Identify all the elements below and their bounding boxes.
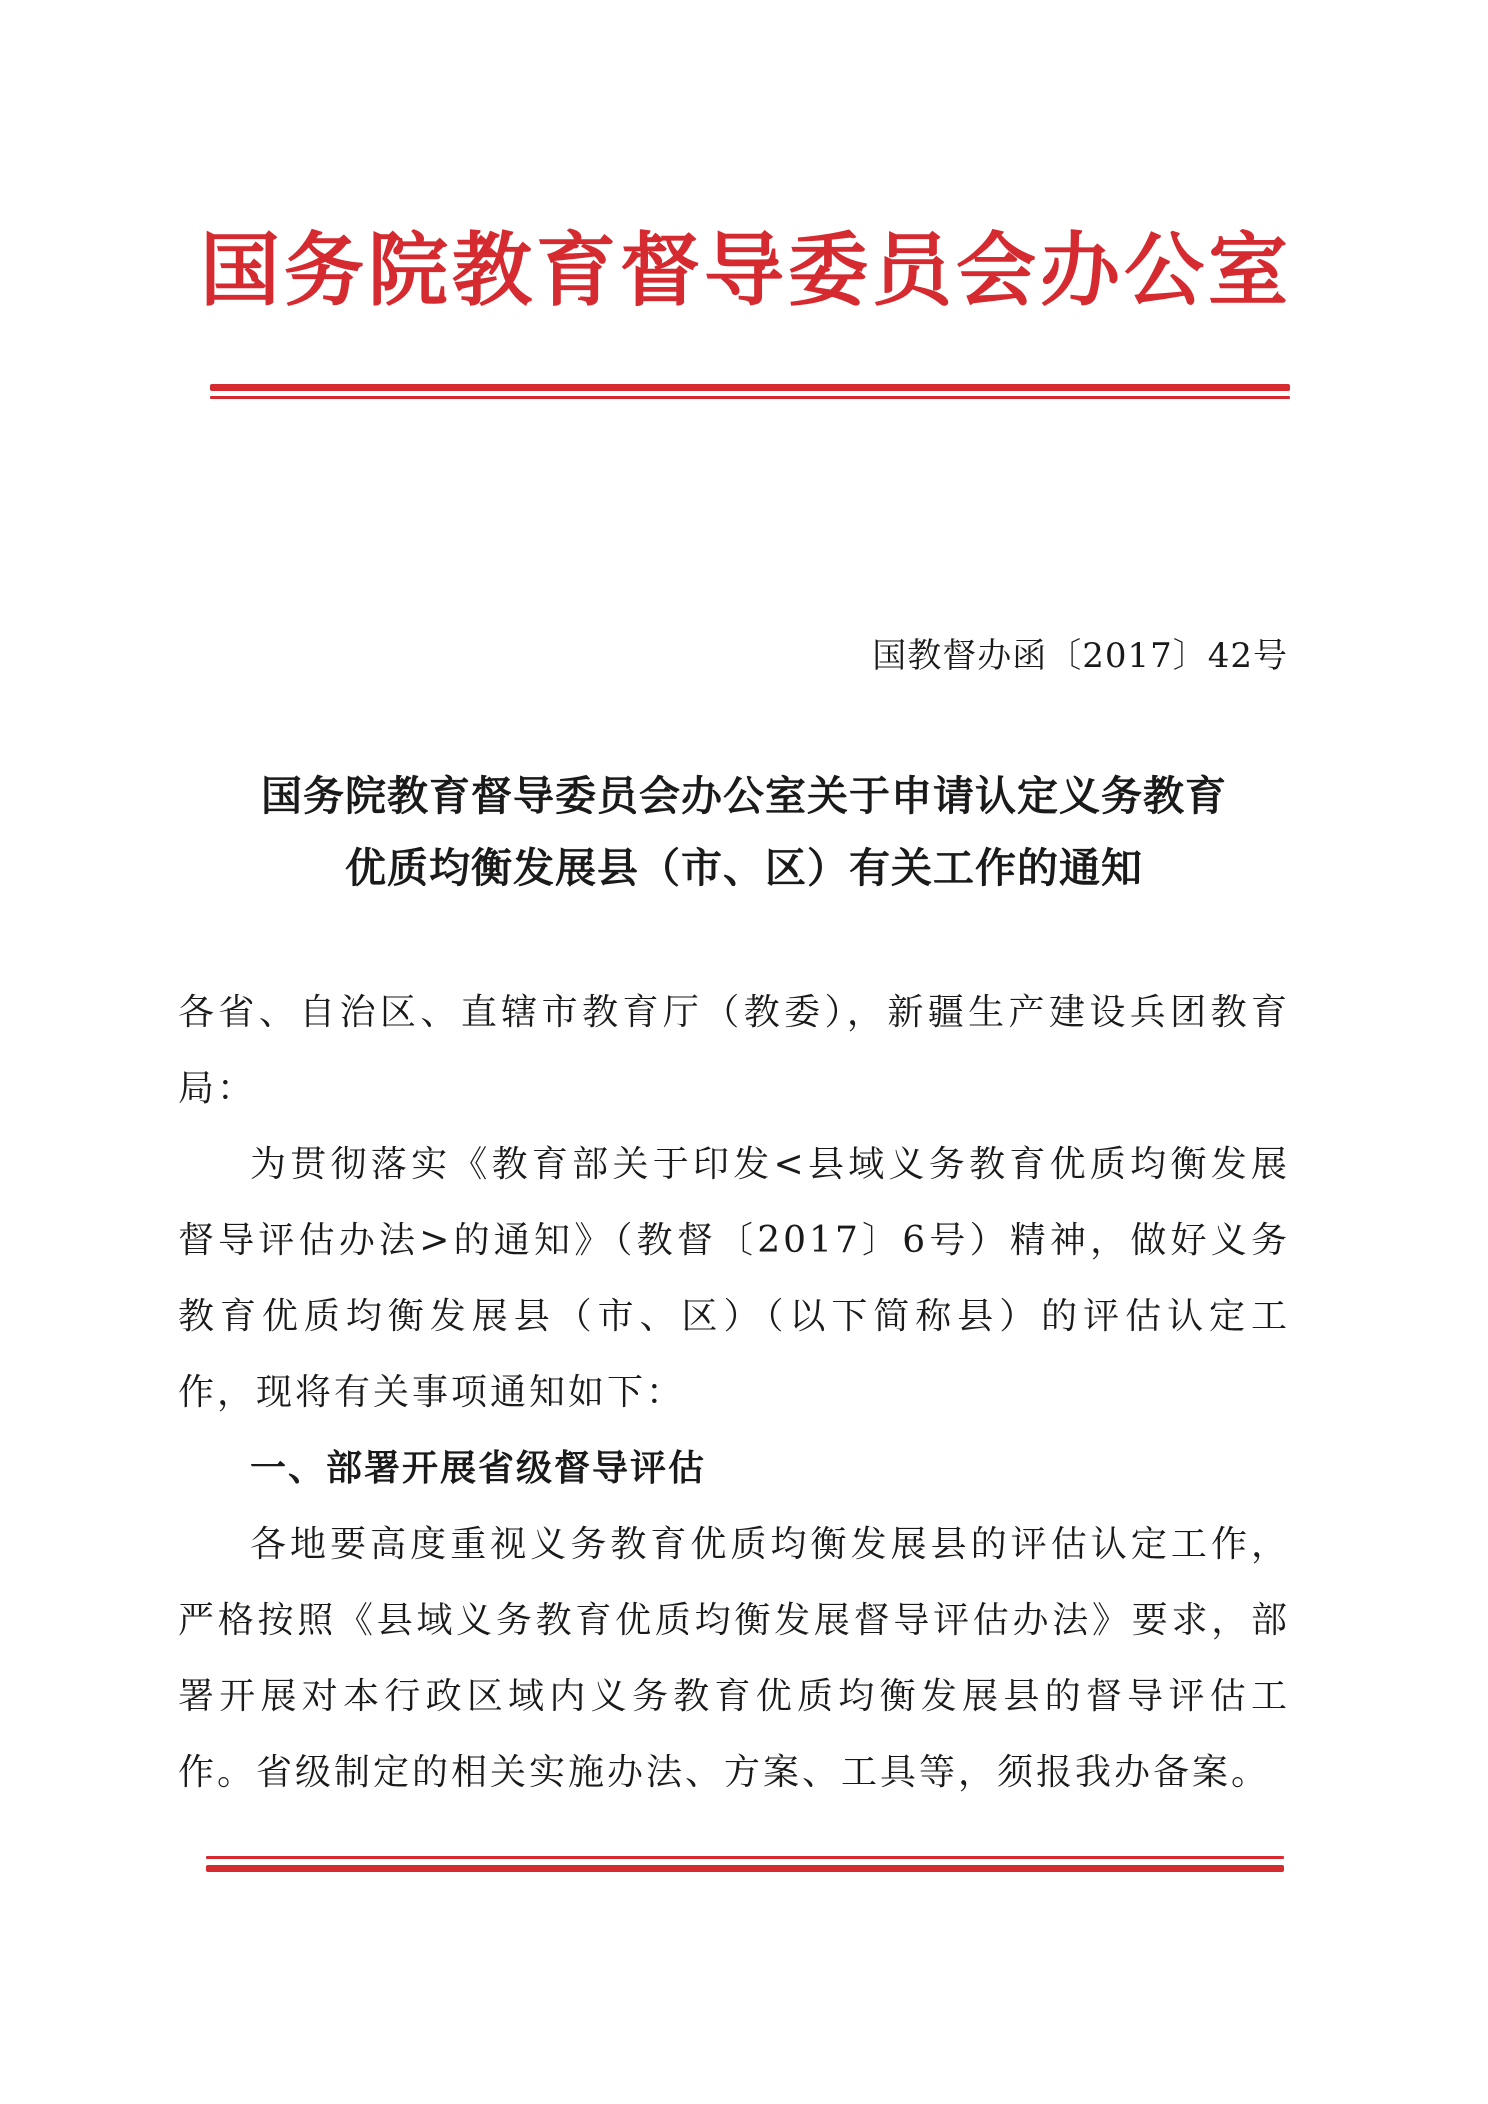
salutation: 各省、自治区、直辖市教育厅（教委），新疆生产建设兵团教育局： [178,992,1290,1109]
paragraph-section-1: 各地要高度重视义务教育优质均衡发展县的评估认定工作，严格按照《县域义务教育优质均衡发展督导评估办法》要求，部署开展对本行政区域内义务教育优质均衡发展县的督导评估工作。省级制定的相关实施办法、方案、工具等，须报我办备案。 [178,1524,1290,1793]
issuing-authority-masthead: 国务院教育督导委员会办公室 [200,223,1292,317]
document-number: 国教督办函〔2017〕42号 [872,636,1288,676]
title-line-1: 国务院教育督导委员会办公室关于申请认定义务教育 [261,772,1227,820]
title-line-2: 优质均衡发展县（市、区）有关工作的通知 [345,844,1143,892]
masthead-rule-thin [210,396,1290,399]
masthead-rule-thick [210,384,1290,391]
footer-red-rule [206,1856,1284,1872]
footer-rule-thick [206,1865,1284,1872]
document-title [180,760,1308,904]
footer-rule-thin [206,1856,1284,1859]
document-body [178,975,1290,1811]
section-heading-1: 一、部署开展省级督导评估 [250,1448,707,1489]
paragraph-intro: 为贯彻落实《教育部关于印发<县域义务教育优质均衡发展督导评估办法>的通知》（教督〔2017〕6号）精神，做好义务教育优质均衡发展县（市、区）（以下简称县）的评估认定工作，现将有关事项通知如下： [178,1144,1290,1413]
masthead-red-rule [210,384,1290,399]
